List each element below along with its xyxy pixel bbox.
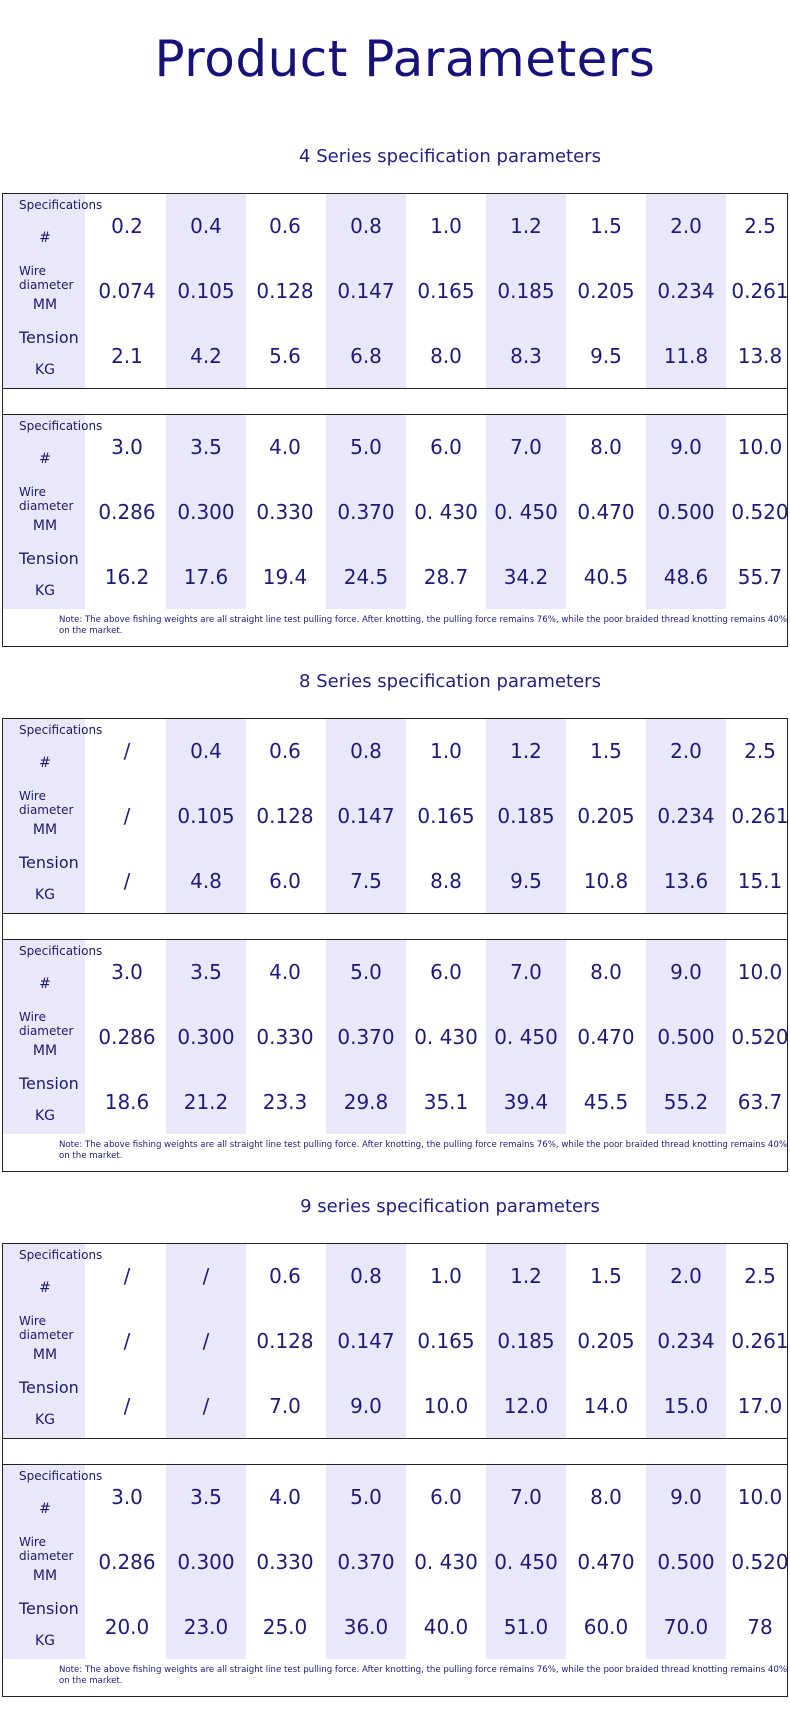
diameter-value: 0. 450	[494, 1550, 558, 1574]
hash-unit: #	[39, 1280, 51, 1296]
diameter-label: diameter	[19, 499, 74, 513]
tension-value: 18.6	[104, 1090, 150, 1114]
spec-value: 0.6	[269, 1264, 301, 1288]
hash-unit: #	[39, 976, 51, 992]
spec-band	[3, 1464, 787, 1659]
diameter-label: diameter	[19, 1024, 74, 1038]
tension-value: 9.0	[350, 1394, 382, 1418]
spec-value: 6.0	[430, 435, 462, 459]
spec-value: 0.8	[350, 1264, 382, 1288]
tension-value: 9.5	[510, 869, 542, 893]
diameter-value: 0.286	[98, 1025, 156, 1049]
diameter-value: 0.147	[337, 804, 395, 828]
section-heading: 9 series specification parameters	[300, 1196, 600, 1217]
diameter-value: 0.128	[256, 279, 314, 303]
diameter-value: 0.205	[577, 279, 635, 303]
tension-value: 13.6	[663, 869, 709, 893]
diameter-value: 0.185	[497, 804, 555, 828]
diameter-value: 0.205	[577, 1329, 635, 1353]
spec-value: 2.0	[670, 739, 702, 763]
tension-value: 25.0	[262, 1615, 308, 1639]
spec-value: 1.2	[510, 1264, 542, 1288]
diameter-value: 0.500	[657, 500, 715, 524]
spec-band	[3, 1244, 787, 1439]
diameter-value: 0.074	[98, 279, 156, 303]
tension-value: 17.0	[737, 1394, 783, 1418]
diameter-value: 0.500	[657, 1025, 715, 1049]
tension-value: 60.0	[583, 1615, 629, 1639]
tension-value: 51.0	[503, 1615, 549, 1639]
footnote: Note: The above fishing weights are all straight line test pulling force. After knotting, the pulling force remains 76%, while the poor braided thread knotting remains 40% on the market.	[59, 615, 788, 636]
tension-value: 21.2	[183, 1090, 229, 1114]
wire-label: Wire	[19, 1535, 46, 1549]
spec-value: 6.0	[430, 1485, 462, 1509]
tension-value: 8.8	[430, 869, 462, 893]
hash-unit: #	[39, 230, 51, 246]
diameter-value: 0. 430	[414, 1025, 478, 1049]
tension-value: 7.5	[350, 869, 382, 893]
tension-value: 4.8	[190, 869, 222, 893]
tension-value: 63.7	[737, 1090, 783, 1114]
diameter-value: 0.370	[337, 1550, 395, 1574]
spec-band	[3, 414, 787, 609]
tension-value: 40.0	[423, 1615, 469, 1639]
spec-section	[0, 671, 790, 1195]
diameter-label: diameter	[19, 1549, 74, 1563]
diameter-value: 0. 430	[414, 500, 478, 524]
diameter-value: 0.147	[337, 1329, 395, 1353]
spec-value: 2.0	[670, 1264, 702, 1288]
tension-value: 48.6	[663, 565, 709, 589]
spec-value: 2.5	[744, 1264, 776, 1288]
tension-value: 55.2	[663, 1090, 709, 1114]
diameter-value: 0.105	[177, 804, 235, 828]
spec-value: 0.4	[190, 739, 222, 763]
spec-value: 7.0	[510, 1485, 542, 1509]
spec-value: 4.0	[269, 960, 301, 984]
spec-value: 7.0	[510, 435, 542, 459]
spec-value: 8.0	[590, 960, 622, 984]
diameter-value: 0.147	[337, 279, 395, 303]
spec-value: /	[202, 1264, 210, 1288]
tension-value: 13.8	[737, 344, 783, 368]
diameter-value: 0.286	[98, 1550, 156, 1574]
diameter-value: 0. 450	[494, 500, 558, 524]
diameter-value: 0.261	[731, 279, 789, 303]
tension-value: 16.2	[104, 565, 150, 589]
spec-value: 7.0	[510, 960, 542, 984]
tension-value: 14.0	[583, 1394, 629, 1418]
spec-value: 5.0	[350, 435, 382, 459]
tension-value: 15.1	[737, 869, 783, 893]
diameter-value: 0.300	[177, 1550, 235, 1574]
spec-value: 3.0	[111, 1485, 143, 1509]
diameter-value: 0.185	[497, 1329, 555, 1353]
tension-value: 45.5	[583, 1090, 629, 1114]
spec-value: 1.5	[590, 214, 622, 238]
diameter-value: 0.261	[731, 1329, 789, 1353]
section-heading: 8 Series specification parameters	[299, 671, 601, 692]
tension-value: 70.0	[663, 1615, 709, 1639]
spec-value: 2.5	[744, 214, 776, 238]
tension-value: /	[123, 1394, 131, 1418]
spec-value: 0.8	[350, 214, 382, 238]
spec-value: 5.0	[350, 960, 382, 984]
diameter-value: /	[202, 1329, 210, 1353]
wire-label: Wire	[19, 789, 46, 803]
kg-unit: KG	[34, 887, 56, 903]
mm-unit: MM	[32, 1568, 58, 1584]
diameter-value: 0.234	[657, 1329, 715, 1353]
kg-unit: KG	[34, 1412, 56, 1428]
tension-value: 35.1	[423, 1090, 469, 1114]
wire-label: Wire	[19, 1010, 46, 1024]
tension-value: 10.0	[423, 1394, 469, 1418]
tension-value: 7.0	[269, 1394, 301, 1418]
tension-value: 34.2	[503, 565, 549, 589]
tension-value: 10.8	[583, 869, 629, 893]
kg-unit: KG	[34, 1108, 56, 1124]
specifications-label: Specifications	[19, 944, 103, 958]
spec-value: 3.5	[190, 960, 222, 984]
spec-value: 4.0	[269, 1485, 301, 1509]
diameter-value: 0.470	[577, 1025, 635, 1049]
tension-value: 15.0	[663, 1394, 709, 1418]
diameter-value: 0.165	[417, 1329, 475, 1353]
diameter-value: 0.470	[577, 500, 635, 524]
tension-value: 2.1	[111, 344, 143, 368]
spec-value: 3.0	[111, 960, 143, 984]
spec-value: 10.0	[737, 960, 783, 984]
diameter-value: 0.470	[577, 1550, 635, 1574]
diameter-value: 0.105	[177, 279, 235, 303]
diameter-value: 0.165	[417, 279, 475, 303]
footnote: Note: The above fishing weights are all straight line test pulling force. After knotting, the pulling force remains 76%, while the poor braided thread knotting remains 40% on the market.	[59, 1140, 788, 1161]
diameter-value: 0.300	[177, 500, 235, 524]
tension-label: Tension	[19, 328, 79, 347]
wire-label: Wire	[19, 485, 46, 499]
spec-band	[3, 719, 787, 914]
spec-value: 1.2	[510, 214, 542, 238]
spec-value: 1.5	[590, 1264, 622, 1288]
spec-value: 0.8	[350, 739, 382, 763]
tension-label: Tension	[19, 1074, 79, 1093]
diameter-value: 0.500	[657, 1550, 715, 1574]
kg-unit: KG	[34, 583, 56, 599]
spec-value: 1.0	[430, 739, 462, 763]
mm-unit: MM	[32, 822, 58, 838]
spec-band	[3, 194, 787, 389]
specifications-label: Specifications	[19, 1248, 103, 1262]
spec-value: 10.0	[737, 1485, 783, 1509]
spec-band	[3, 939, 787, 1134]
spec-value: 0.6	[269, 214, 301, 238]
tension-value: 20.0	[104, 1615, 150, 1639]
spec-value: 2.0	[670, 214, 702, 238]
tension-value: 78	[747, 1615, 773, 1639]
spec-table	[2, 1243, 788, 1697]
diameter-value: 0. 430	[414, 1550, 478, 1574]
diameter-value: 0.300	[177, 1025, 235, 1049]
spec-value: 2.5	[744, 739, 776, 763]
specifications-label: Specifications	[19, 198, 103, 212]
diameter-value: 0.234	[657, 804, 715, 828]
spec-value: 6.0	[430, 960, 462, 984]
spec-value: 3.5	[190, 435, 222, 459]
hash-unit: #	[39, 451, 51, 467]
tension-value: 23.0	[183, 1615, 229, 1639]
tension-label: Tension	[19, 1378, 79, 1397]
spec-value: 9.0	[670, 1485, 702, 1509]
tension-label: Tension	[19, 549, 79, 568]
tension-value: 29.8	[343, 1090, 389, 1114]
tension-value: 39.4	[503, 1090, 549, 1114]
spec-value: 0.6	[269, 739, 301, 763]
spec-value: /	[123, 739, 131, 763]
diameter-value: 0.520	[731, 500, 789, 524]
tension-value: 8.3	[510, 344, 542, 368]
tension-value: 24.5	[343, 565, 389, 589]
spec-value: 1.5	[590, 739, 622, 763]
tension-label: Tension	[19, 1599, 79, 1618]
tension-value: 4.2	[190, 344, 222, 368]
spec-value: 0.2	[111, 214, 143, 238]
spec-value: 4.0	[269, 435, 301, 459]
tension-value: 17.6	[183, 565, 229, 589]
hash-unit: #	[39, 1501, 51, 1517]
diameter-value: 0.370	[337, 1025, 395, 1049]
diameter-value: 0.330	[256, 500, 314, 524]
spec-value: 5.0	[350, 1485, 382, 1509]
tension-value: 55.7	[737, 565, 783, 589]
hash-unit: #	[39, 755, 51, 771]
spec-value: 1.2	[510, 739, 542, 763]
wire-label: Wire	[19, 264, 46, 278]
diameter-value: 0.128	[256, 1329, 314, 1353]
mm-unit: MM	[32, 1347, 58, 1363]
spec-value: 3.0	[111, 435, 143, 459]
spec-value: 10.0	[737, 435, 783, 459]
spec-value: 3.5	[190, 1485, 222, 1509]
tension-value: 6.0	[269, 869, 301, 893]
diameter-value: /	[123, 1329, 131, 1353]
spec-table	[2, 193, 788, 647]
tension-value: /	[202, 1394, 210, 1418]
spec-section	[0, 146, 790, 670]
diameter-value: 0.330	[256, 1025, 314, 1049]
tension-value: 8.0	[430, 344, 462, 368]
tension-label: Tension	[19, 853, 79, 872]
tension-value: 19.4	[262, 565, 308, 589]
diameter-value: 0.261	[731, 804, 789, 828]
mm-unit: MM	[32, 1043, 58, 1059]
spec-value: 9.0	[670, 435, 702, 459]
tension-value: 40.5	[583, 565, 629, 589]
diameter-value: 0.185	[497, 279, 555, 303]
diameter-value: 0.205	[577, 804, 635, 828]
mm-unit: MM	[32, 518, 58, 534]
spec-value: 1.0	[430, 214, 462, 238]
page-title: Product Parameters	[154, 30, 656, 88]
kg-unit: KG	[34, 1633, 56, 1649]
tension-value: 23.3	[262, 1090, 308, 1114]
spec-table	[2, 718, 788, 1172]
spec-value: 9.0	[670, 960, 702, 984]
section-heading: 4 Series specification parameters	[299, 146, 601, 167]
wire-label: Wire	[19, 1314, 46, 1328]
tension-value: 28.7	[423, 565, 469, 589]
spec-value: 0.4	[190, 214, 222, 238]
tension-value: 5.6	[269, 344, 301, 368]
tension-value: 12.0	[503, 1394, 549, 1418]
diameter-value: 0.286	[98, 500, 156, 524]
spec-value: 8.0	[590, 435, 622, 459]
diameter-value: 0.128	[256, 804, 314, 828]
diameter-label: diameter	[19, 278, 74, 292]
spec-value: /	[123, 1264, 131, 1288]
diameter-value: 0.234	[657, 279, 715, 303]
diameter-label: diameter	[19, 1328, 74, 1342]
diameter-value: 0.330	[256, 1550, 314, 1574]
specifications-label: Specifications	[19, 419, 103, 433]
diameter-value: 0.370	[337, 500, 395, 524]
diameter-value: 0.520	[731, 1550, 789, 1574]
kg-unit: KG	[34, 362, 56, 378]
diameter-value: 0.520	[731, 1025, 789, 1049]
footnote: Note: The above fishing weights are all straight line test pulling force. After knotting, the pulling force remains 76%, while the poor braided thread knotting remains 40% on the market.	[59, 1665, 788, 1686]
tension-value: 11.8	[663, 344, 709, 368]
tension-value: 9.5	[590, 344, 622, 368]
tension-value: 36.0	[343, 1615, 389, 1639]
diameter-value: 0.165	[417, 804, 475, 828]
tension-value: /	[123, 869, 131, 893]
diameter-label: diameter	[19, 803, 74, 817]
spec-value: 8.0	[590, 1485, 622, 1509]
diameter-value: 0. 450	[494, 1025, 558, 1049]
diameter-value: /	[123, 804, 131, 828]
spec-section	[0, 1196, 790, 1720]
spec-value: 1.0	[430, 1264, 462, 1288]
specifications-label: Specifications	[19, 723, 103, 737]
mm-unit: MM	[32, 297, 58, 313]
specifications-label: Specifications	[19, 1469, 103, 1483]
tension-value: 6.8	[350, 344, 382, 368]
